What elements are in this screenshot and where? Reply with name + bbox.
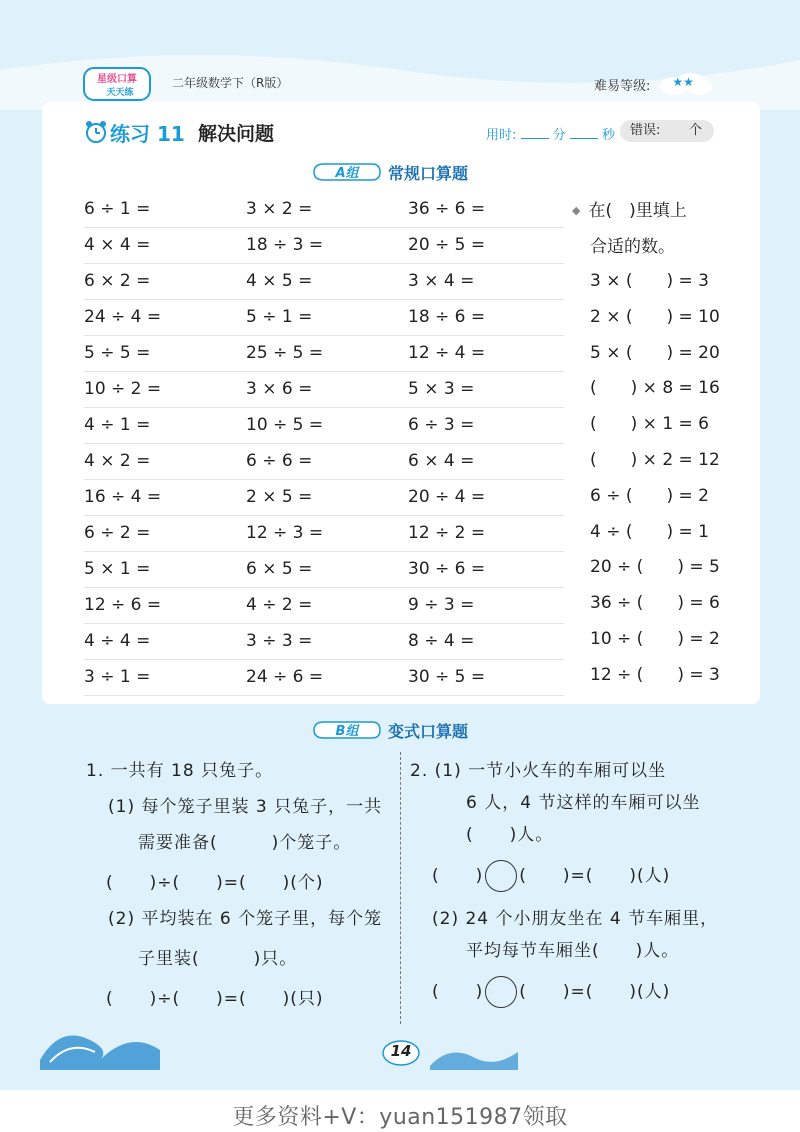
calc-problem[interactable]: 6 ÷ 2 = <box>84 523 151 543</box>
lesson-number: 练习 11 <box>110 122 185 146</box>
grid-row <box>84 588 564 624</box>
logo-line2: 天天练 <box>106 88 134 98</box>
calc-problem[interactable]: 5 × 1 = <box>84 559 151 579</box>
calc-problem[interactable]: 6 × 5 = <box>246 559 313 579</box>
cloud-icon <box>656 72 714 96</box>
series-logo <box>82 64 154 104</box>
seconds-blank[interactable] <box>570 126 598 139</box>
calc-problem[interactable]: 9 ÷ 3 = <box>408 595 475 615</box>
calc-problem[interactable]: 24 ÷ 4 = <box>84 307 162 327</box>
calc-problem[interactable]: 4 ÷ 4 = <box>84 631 151 651</box>
bullet-diamond-icon: ◆ <box>572 204 581 217</box>
wave-decoration-right <box>430 1044 520 1070</box>
calc-problem[interactable]: 4 ÷ 1 = <box>84 415 151 435</box>
calc-problem[interactable]: 30 ÷ 6 = <box>408 559 486 579</box>
watermark-text: 更多资料+V：yuan151987领取 <box>232 1105 568 1130</box>
grid-row <box>84 408 564 444</box>
fill-in-problem[interactable]: 2 × ( ) = 10 <box>590 306 720 327</box>
fill-instruction-line2: 合适的数。 <box>590 237 675 257</box>
q2-part2-eq-right[interactable]: ( )=( )(人) <box>519 982 671 1002</box>
grid-row <box>84 336 564 372</box>
section-b-title: 变式口算题 <box>388 721 469 741</box>
grid-row <box>84 192 564 228</box>
calc-problem[interactable]: 12 ÷ 2 = <box>408 523 486 543</box>
page-number-badge <box>382 1040 420 1066</box>
q1-part2-line2[interactable]: 子里装( )只。 <box>138 949 298 969</box>
minutes-label: 分 <box>552 128 566 143</box>
calc-problem[interactable]: 18 ÷ 6 = <box>408 307 486 327</box>
calc-problem[interactable]: 6 ÷ 1 = <box>84 199 151 219</box>
q2-part2-line1: (2) 24 个小朋友坐在 4 节车厢里， <box>432 909 719 929</box>
operator-circle[interactable] <box>485 976 517 1008</box>
time-used-field[interactable] <box>486 124 615 143</box>
errors-label: 错误: <box>630 123 661 138</box>
group-b-badge-text: B组 <box>335 724 359 739</box>
grid-row <box>84 372 564 408</box>
difficulty-label: 难易等级: <box>594 78 651 94</box>
grid-row <box>84 300 564 336</box>
grid-row <box>84 444 564 480</box>
grid-row <box>84 552 564 588</box>
q2-part1-eq-right[interactable]: ( )=( )(人) <box>519 866 671 886</box>
calc-problem[interactable]: 5 ÷ 1 = <box>246 307 313 327</box>
alarm-clock-icon <box>84 120 108 144</box>
calc-problem[interactable]: 4 × 2 = <box>84 451 151 471</box>
q1-part1-line1: (1) 每个笼子里装 3 只兔子，一共 <box>108 797 383 817</box>
calc-problem[interactable]: 3 ÷ 3 = <box>246 631 313 651</box>
calc-problem[interactable]: 6 ÷ 6 = <box>246 451 313 471</box>
calc-problem[interactable]: 20 ÷ 5 = <box>408 235 486 255</box>
error-count-field[interactable] <box>620 120 714 142</box>
difficulty-rating <box>594 72 714 96</box>
fill-instruction-line1: 在( )里填上 <box>588 201 687 221</box>
grid-row <box>84 228 564 264</box>
logo-line1: 星级口算 <box>97 74 137 85</box>
group-a-badge-text: A组 <box>335 166 359 181</box>
q2-part1-line2: 6 人，4 节这样的车厢可以坐 <box>466 793 701 813</box>
grid-row <box>84 516 564 552</box>
lesson-title: 解决问题 <box>198 123 275 145</box>
q1-part1-equation[interactable]: ( )÷( )=( )(个) <box>106 873 324 893</box>
timer-label: 用时: <box>486 128 517 143</box>
q2-part2-eq-left[interactable]: ( ) <box>432 982 484 1002</box>
difficulty-stars: ★★ <box>672 75 694 89</box>
calc-problem[interactable]: 25 ÷ 5 = <box>246 343 324 363</box>
calc-problem[interactable]: 4 ÷ 2 = <box>246 595 313 615</box>
row-separator <box>84 695 564 696</box>
fill-in-problem[interactable]: ( ) × 1 = 6 <box>590 414 709 435</box>
fill-in-problem[interactable]: 20 ÷ ( ) = 5 <box>590 557 720 578</box>
minutes-blank[interactable] <box>521 126 549 139</box>
calc-problem[interactable]: 18 ÷ 3 = <box>246 235 324 255</box>
wave-decoration-left <box>40 1020 170 1070</box>
q2-part2-line2[interactable]: 平均每节车厢坐( )人。 <box>466 941 680 961</box>
q1-part2-line1: (2) 平均装在 6 个笼子里，每个笼 <box>108 909 383 929</box>
calc-problem[interactable]: 30 ÷ 5 = <box>408 667 486 687</box>
calc-problem[interactable]: 6 ÷ 3 = <box>408 415 475 435</box>
fill-in-problem[interactable]: 10 ÷ ( ) = 2 <box>590 629 720 649</box>
calc-problem[interactable]: 20 ÷ 4 = <box>408 487 486 507</box>
grid-row <box>84 660 564 696</box>
fill-in-problem[interactable]: 3 × ( ) = 3 <box>590 271 709 291</box>
calc-problem[interactable]: 4 × 4 = <box>84 235 151 255</box>
calc-problem[interactable]: 10 ÷ 2 = <box>84 379 162 399</box>
book-title: 二年级数学下（R版） <box>172 76 289 90</box>
q2-part1-equation[interactable] <box>432 860 670 892</box>
section-a-header <box>310 160 468 184</box>
grid-row <box>84 480 564 516</box>
operator-circle[interactable] <box>485 860 517 892</box>
calc-problem[interactable]: 8 ÷ 4 = <box>408 631 475 651</box>
fill-in-problem[interactable]: 6 ÷ ( ) = 2 <box>590 485 709 506</box>
calc-problem[interactable]: 4 × 5 = <box>246 271 313 291</box>
calc-problem[interactable]: 6 × 2 = <box>84 271 151 291</box>
calc-problem[interactable]: 6 × 4 = <box>408 451 475 471</box>
calc-problem[interactable]: 3 ÷ 1 = <box>84 667 151 687</box>
page-number: 14 <box>390 1042 412 1060</box>
seconds-label: 秒 <box>601 128 615 143</box>
calc-problem[interactable]: 5 ÷ 5 = <box>84 343 151 363</box>
fill-in-problem[interactable]: 4 ÷ ( ) = 1 <box>590 521 709 542</box>
calc-problem[interactable]: 3 × 2 = <box>246 199 313 219</box>
q2-part1-line1: 2. (1) 一节小火车的车厢可以坐 <box>410 761 667 781</box>
calc-problem[interactable]: 10 ÷ 5 = <box>246 415 324 435</box>
q1-part1-line2[interactable]: 需要准备( )个笼子。 <box>138 833 352 853</box>
fill-in-problem[interactable]: ( ) × 8 = 16 <box>590 378 720 399</box>
group-b-badge <box>310 719 384 741</box>
q1-part2-equation[interactable]: ( )÷( )=( )(只) <box>106 989 324 1009</box>
calc-problem[interactable]: 36 ÷ 6 = <box>408 199 486 219</box>
calc-problem[interactable]: 12 ÷ 4 = <box>408 343 486 363</box>
calc-problem[interactable]: 3 × 6 = <box>246 379 313 399</box>
fill-in-problem[interactable]: ( ) × 2 = 12 <box>590 450 720 470</box>
calc-problem[interactable]: 12 ÷ 3 = <box>246 523 324 543</box>
calc-problem[interactable]: 5 × 3 = <box>408 379 475 399</box>
group-a-badge <box>310 161 384 183</box>
calc-problem[interactable]: 2 × 5 = <box>246 487 313 507</box>
fill-in-instructions <box>572 196 687 221</box>
grid-row <box>84 264 564 300</box>
calc-problem[interactable]: 12 ÷ 6 = <box>84 595 162 615</box>
errors-unit: 个 <box>688 123 702 138</box>
grid-row <box>84 624 564 660</box>
fill-in-problem[interactable]: 36 ÷ ( ) = 6 <box>590 593 720 614</box>
q2-part1-eq-left[interactable]: ( ) <box>432 866 484 886</box>
q1-stem: 1. 一共有 18 只兔子。 <box>86 761 274 781</box>
lesson-header <box>84 118 724 146</box>
fill-in-problem[interactable]: 12 ÷ ( ) = 3 <box>590 664 720 685</box>
q2-part2-equation[interactable] <box>432 976 670 1008</box>
section-b-header <box>310 718 468 742</box>
calc-problem[interactable]: 16 ÷ 4 = <box>84 487 162 507</box>
column-divider <box>400 752 401 1024</box>
fill-in-problem[interactable]: 5 × ( ) = 20 <box>590 342 720 363</box>
calc-problem[interactable]: 24 ÷ 6 = <box>246 667 324 687</box>
section-a-title: 常规口算题 <box>388 163 469 183</box>
calc-problem[interactable]: 3 × 4 = <box>408 271 475 291</box>
q2-part1-line3[interactable]: ( )人。 <box>466 825 554 845</box>
